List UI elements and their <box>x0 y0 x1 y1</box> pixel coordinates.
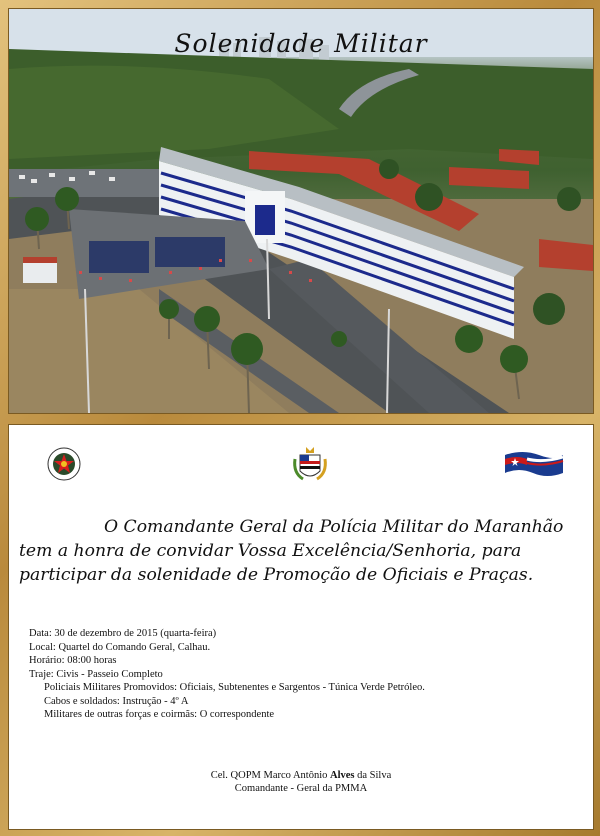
event-time: Horário: 08:00 horas <box>29 655 117 666</box>
aerial-photo-illustration <box>9 9 593 413</box>
dress-code-promoted: Policiais Militares Promovidos: Oficiais, Subtenentes e Sargentos - Túnica Verde Petróleo. <box>44 682 425 693</box>
aerial-photo <box>8 8 594 414</box>
maranhao-coat-of-arms-icon <box>291 445 329 485</box>
event-date: Data: 30 de dezembro de 2015 (quarta-feira) <box>29 628 217 639</box>
signature-name-prefix: Cel. QOPM Marco Antônio <box>210 770 331 781</box>
invitation-line-3: participar da solenidade de Promoção de Oficiais e Praças. <box>19 565 534 585</box>
invitation-text <box>19 515 585 587</box>
event-details <box>29 627 589 722</box>
signature-role: Comandante - Geral da PMMA <box>234 783 368 794</box>
maranhao-flag-icon <box>503 449 565 477</box>
signature-block <box>9 769 593 795</box>
signature-name <box>9 769 593 782</box>
dress-code: Traje: Civis - Passeio Completo <box>29 668 163 680</box>
invitation-line-1: O Comandante Geral da Polícia Militar do Maranhão <box>104 517 564 537</box>
event-location: Local: Quartel do Comando Geral, Calhau. <box>29 641 211 653</box>
signature-name-bold: Alves <box>330 770 355 781</box>
invitation-panel <box>8 424 594 830</box>
dress-code-others: Militares de outras forças e coirmãs: O correspondente <box>44 709 275 720</box>
signature-name-suffix: da Silva <box>354 770 392 781</box>
invitation-line-2: tem a honra de convidar Vossa Excelência/Senhoria, para <box>19 541 522 561</box>
policia-militar-badge-icon <box>47 447 81 481</box>
dress-code-corporals: Cabos e soldados: Instrução - 4º A <box>44 695 189 707</box>
event-title: Solenidade Militar <box>174 29 428 58</box>
